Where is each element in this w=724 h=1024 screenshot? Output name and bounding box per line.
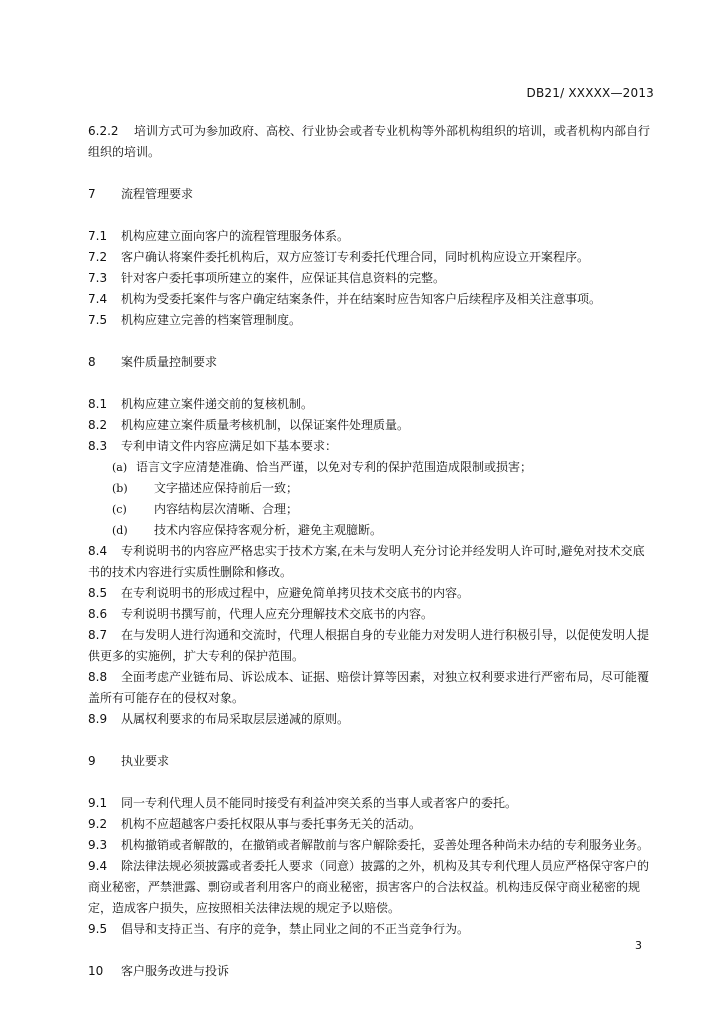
clause-text: 专利申请文件内容应满足如下基本要求： [121,439,338,453]
clause-text: 在专利说明书的形成过程中，应避免简单拷贝技术交底书的内容。 [121,586,470,600]
clause-number: 8.8 [88,670,108,684]
clause-text: 从属权利要求的布局采取层层递减的原则。 [121,712,350,726]
section-heading [88,352,656,373]
page-number: 3 [635,939,642,952]
clause-number: 8.6 [88,607,108,621]
list-item-text: 内容结构层次清晰、合理； [154,502,299,516]
list-item [88,520,656,541]
list-item-label: (c) [112,503,127,516]
clause-number: 7.3 [88,271,108,285]
clause-number: 7.4 [88,292,108,306]
clause-number: 8.5 [88,586,108,600]
clause-paragraph [88,604,656,625]
clause-text: 同一专利代理人员不能同时接受有利益冲突关系的当事人或者客户的委托。 [121,796,518,810]
clause-number: 6.2.2 [88,124,119,138]
clause-text: 倡导和支持正当、有序的竞争，禁止同业之间的不正当竞争行为。 [121,922,470,936]
clause-text: 客户服务改进与投诉 [121,964,230,978]
clause-number: 8.2 [88,418,108,432]
section-heading [88,961,656,982]
clause-number: 9.2 [88,817,108,831]
clause-number: 7.1 [88,229,108,243]
clause-number: 7.5 [88,313,108,327]
clause-number: 8.1 [88,397,108,411]
clause-number: 8.4 [88,544,108,558]
clause-number: 9 [88,754,96,768]
clause-paragraph [88,310,656,331]
clause-number: 7 [88,187,96,201]
clause-text: 专利说明书的内容应严格忠实于技术方案,在未与发明人充分讨论并经发明人许可时,避免对技术交底书的技术内容进行实质性删除和修改。 [88,544,645,579]
list-item-text: 语言文字应清楚准确、恰当严谨，以免对专利的保护范围造成限制或损害； [136,460,533,474]
clause-number: 9.5 [88,922,108,936]
clause-text: 机构应建立面向客户的流程管理服务体系。 [121,229,350,243]
section-heading [88,751,656,772]
document-code: DB21/ XXXXX—2013 [526,86,654,100]
clause-text: 在与发明人进行沟通和交流时，代理人根据自身的专业能力对发明人进行积极引导，以促使发明人提供更多的实施例，扩大专利的保护范围。 [88,628,650,663]
clause-text: 机构应建立案件质量考核机制，以保证案件处理质量。 [121,418,410,432]
clause-text: 全面考虑产业链布局、诉讼成本、证据、赔偿计算等因素，对独立权利要求进行严密布局，尽可能覆盖所有可能存在的侵权对象。 [88,670,650,705]
list-item-label: (d) [112,524,128,537]
list-item [88,499,656,520]
list-item-text: 文字描述应保持前后一致； [154,481,299,495]
clause-paragraph [88,268,656,289]
clause-text: 机构不应超越客户委托权限从事与委托事务无关的活动。 [121,817,422,831]
clause-number: 8.9 [88,712,108,726]
clause-number: 8.7 [88,628,108,642]
clause-text: 案件质量控制要求 [121,355,218,369]
clause-paragraph [88,226,656,247]
clause-text: 针对客户委托事项所建立的案件，应保证其信息资料的完整。 [121,271,446,285]
list-item [88,478,656,499]
clause-number: 9.3 [88,838,108,852]
clause-paragraph [88,625,656,667]
clause-text: 专利说明书撰写前，代理人应充分理解技术交底书的内容。 [121,607,434,621]
clause-paragraph [88,814,656,835]
section-heading [88,184,656,205]
clause-number: 10 [88,964,104,978]
list-item-label: (a) [112,461,128,474]
list-item-label: (b) [112,482,128,495]
clause-paragraph [88,709,656,730]
clause-text: 除法律法规必须披露或者委托人要求（同意）披露的之外，机构及其专利代理人员应严格保守客户的商业秘密，严禁泄露、剽窃或者利用客户的商业秘密，损害客户的合法权益。机构违反保守商业秘密的规定，造成客户损失，应按照相关法律法规的规定予以赔偿。 [88,859,650,915]
clause-paragraph [88,919,656,940]
clause-number: 8 [88,355,96,369]
clause-number: 9.4 [88,859,108,873]
clause-paragraph [88,247,656,268]
clause-text: 流程管理要求 [121,187,194,201]
clause-text: 机构为受委托案件与客户确定结案条件，并在结案时应告知客户后续程序及相关注意事项。 [121,292,602,306]
list-item [88,457,656,478]
clause-paragraph [88,436,656,457]
clause-text: 执业要求 [121,754,170,768]
clause-paragraph [88,394,656,415]
clause-paragraph [88,793,656,814]
clause-number: 9.1 [88,796,108,810]
clause-number: 8.3 [88,439,108,453]
clause-paragraph [88,583,656,604]
clause-text: 培训方式可为参加政府、高校、行业协会或者专业机构等外部机构组织的培训，或者机构内部自行组织的培训。 [88,124,651,159]
clause-text: 机构应建立完善的档案管理制度。 [121,313,302,327]
clause-text: 机构撤销或者解散的，在撤销或者解散前与客户解除委托，妥善处理各种尚未办结的专利服务业务。 [121,838,650,852]
document-body [88,121,656,1003]
clause-paragraph [88,856,656,919]
clause-paragraph [88,835,656,856]
clause-paragraph [88,121,656,163]
clause-text: 客户确认将案件委托机构后，双方应签订专利委托代理合同，同时机构应设立开案程序。 [121,250,590,264]
clause-paragraph [88,289,656,310]
clause-text: 机构应建立案件递交前的复核机制。 [121,397,314,411]
clause-paragraph [88,667,656,709]
clause-paragraph [88,541,656,583]
list-item-text: 技术内容应保持客观分析，避免主观臆断。 [154,523,383,537]
clause-paragraph [88,415,656,436]
clause-number: 7.2 [88,250,108,264]
